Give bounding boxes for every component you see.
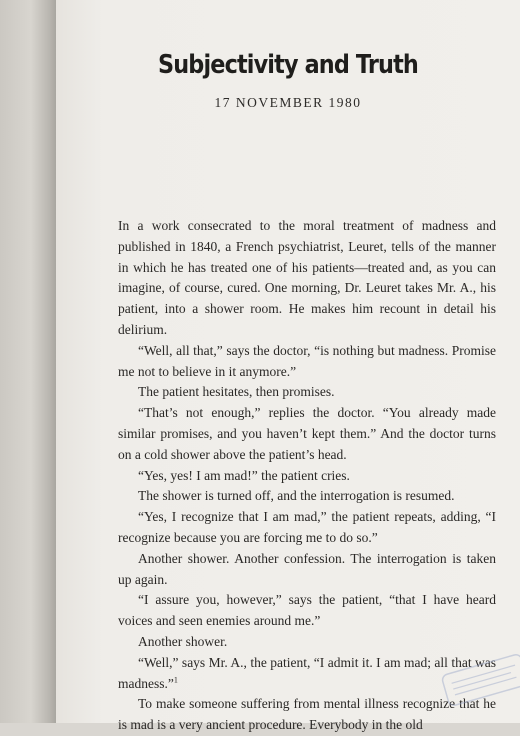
book-page: [56, 0, 520, 733]
paragraph: “Yes, I recognize that I am mad,” the patient repeats, adding, “I recognize because you are forcing me to do so.”: [118, 509, 496, 545]
book-gutter: [0, 0, 56, 723]
paragraph: “I assure you, however,” says the patient, “that I have heard voices and seen enemies around me.”: [118, 592, 496, 629]
paragraph: “That’s not enough,” replies the doctor. “You already made similar promises, and you haven’t kept them.” And the doctor turns on a cold shower above the patient’s head.: [118, 405, 496, 462]
paragraph: To make someone suffering from mental illness recognize that he is mad is a very ancient procedure. Everybody in the old: [118, 696, 496, 733]
paragraph: The shower is turned off, and the interrogation is resumed.: [138, 488, 455, 504]
paragraph: “Well, all that,” says the doctor, “is nothing but madness. Promise me not to believe in it anymore.”: [118, 342, 496, 379]
paragraph: “Yes, yes! I am mad!” the patient cries.: [138, 467, 350, 483]
body-text: [118, 216, 496, 736]
chapter-date: 17 NOVEMBER 1980: [214, 95, 362, 110]
paragraph: Another shower.: [138, 633, 228, 649]
paragraph: The patient hesitates, then promises.: [138, 384, 335, 400]
footnote-marker: 1: [173, 675, 178, 685]
paragraph: Another shower. Another confession. The interrogation is taken up again.: [118, 550, 496, 587]
chapter-title: Subjectivity and Truth: [158, 50, 418, 80]
paragraph: In a work consecrated to the moral treatment of madness and published in 1840, a French psychiatrist, Leuret, tells of the manner in which he has treated one of his patients—treated and, as you can imagine, of course, cured. One morning, Dr. Leuret takes Mr. A., his patient, into a shower room. He makes him recount in detail his delirium.: [118, 218, 496, 337]
paragraph-text: “Well,” says Mr. A., the patient, “I admit it. I am mad; all that was madness.”: [118, 654, 496, 691]
